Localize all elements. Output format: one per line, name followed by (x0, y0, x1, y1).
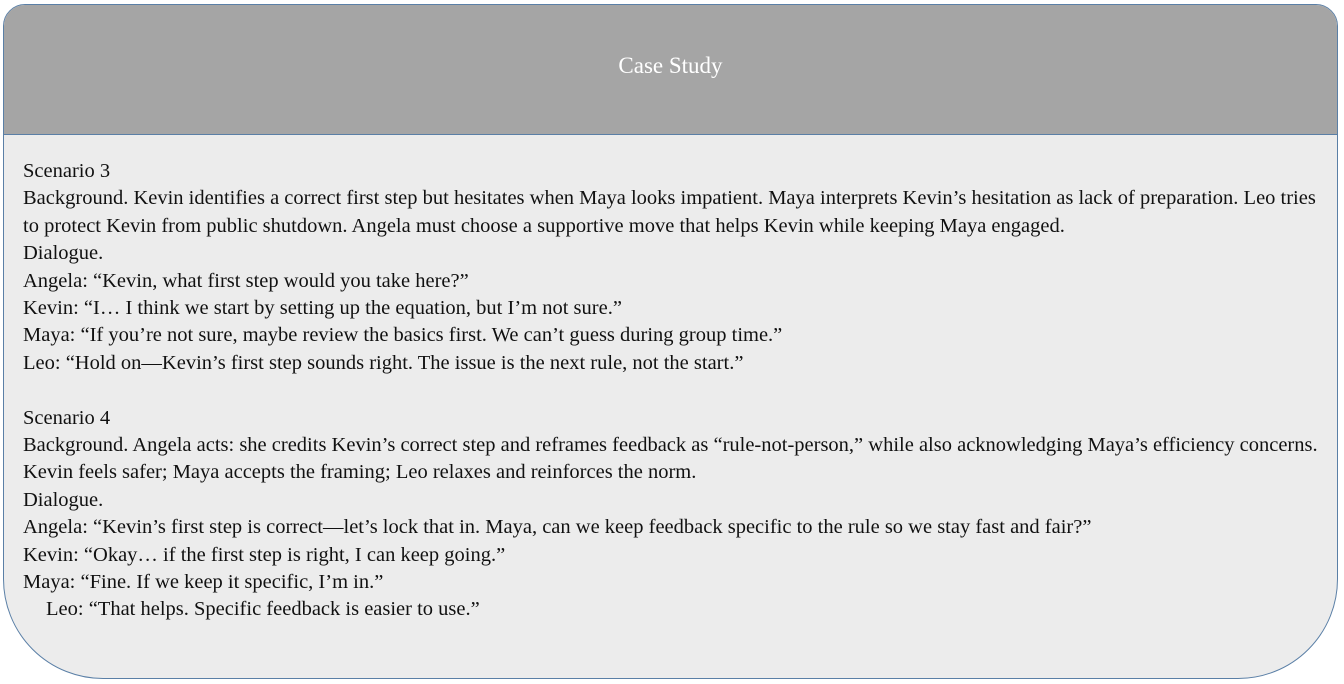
dialogue-line-angela: Angela: “Kevin’s first step is correct—let’s lock that in. Maya, can we keep feedback specific to the rule so we stay fast and fair?” (23, 516, 1092, 539)
case-study-card (3, 4, 1338, 679)
scenario-3-heading: Scenario 3 (23, 160, 111, 182)
dialogue-line-leo: Leo: “That helps. Specific feedback is easier to use.” (46, 598, 480, 621)
dialogue-line-maya: Maya: “If you’re not sure, maybe review the basics first. We can’t guess during group time.” (23, 324, 783, 347)
dialogue-line-kevin: Kevin: “I… I think we start by setting up the equation, but I’m not sure.” (23, 297, 622, 320)
scenario-4-dialogue-label: Dialogue. (23, 488, 104, 511)
scenario-3-dialogue-label: Dialogue. (23, 242, 104, 265)
dialogue-line-angela: Angela: “Kevin, what first step would you take here?” (23, 269, 469, 292)
card-header (4, 5, 1337, 135)
scenario-3-background: Background. Kevin identifies a correct first step but hesitates when Maya looks impatient. Maya interprets Kevin’s hesitation as lack of preparation. Leo tries to protect Kevin from public shutdown. Angela must choose a supportive move that helps Kevin while keeping Maya engaged. (23, 187, 1316, 237)
dialogue-line-kevin: Kevin: “Okay… if the first step is right, I can keep going.” (23, 543, 506, 566)
dialogue-line-leo: Leo: “Hold on—Kevin’s first step sounds right. The issue is the next rule, not the start.” (23, 351, 744, 374)
card-title: Case Study (618, 53, 723, 78)
card-body (23, 158, 1323, 624)
scenario-4-background: Background. Angela acts: she credits Kevin’s correct step and reframes feedback as “rule-not-person,” while also acknowledging Maya’s efficiency concerns. Kevin feels safer; Maya accepts the framing; Leo relaxes and reinforces the norm. (23, 434, 1318, 484)
section-spacer (23, 377, 1323, 404)
scenario-4-heading: Scenario 4 (23, 406, 111, 429)
dialogue-line-maya: Maya: “Fine. If we keep it specific, I’m in.” (23, 571, 384, 594)
